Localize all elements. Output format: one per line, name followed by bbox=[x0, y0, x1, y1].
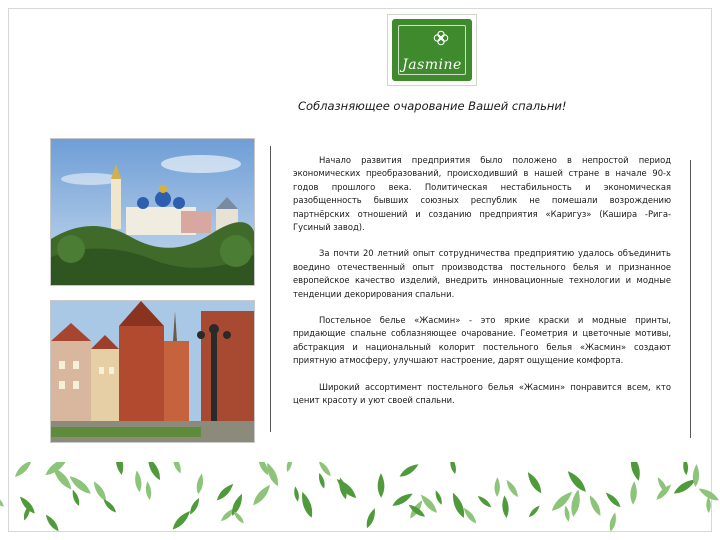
leaf-shape bbox=[0, 492, 6, 509]
paragraph-history: Начало развития предприятия было положено в непростой период экономических преобразований, происходивший в нашей стране в начале 90-х годов прошлого века. Политическая нестабильность и экономическая разобщенность бывших союзных республик не помешали возрождению партнёрских отношений и созданию предприятия «Каригуз» (Кашира -Рига-Гусиный завод). bbox=[293, 155, 671, 233]
leaf-shape bbox=[450, 491, 468, 519]
leaf-shape bbox=[434, 489, 444, 505]
leaf-shape bbox=[364, 507, 377, 529]
old-town-photo bbox=[50, 300, 255, 443]
leaf-shape bbox=[692, 464, 699, 487]
logo-text: Jasmine bbox=[402, 57, 462, 73]
leaf-shape bbox=[293, 486, 300, 502]
leaf-shape bbox=[501, 495, 509, 518]
leaf-shape bbox=[215, 482, 236, 503]
divider-left bbox=[270, 146, 271, 432]
divider-right bbox=[690, 160, 691, 438]
leaf-shape bbox=[67, 473, 93, 496]
paragraph-design: Постельное белье «Жасмин» - это яркие краски и модные принты, придающие спальне соблазняющее очарование. Геометрия и цветочные мотивы, абстракция и национальный колорит постельного белья «Жасмин» создают приятную атмосферу, улучшают настроение, дарят ощущение комфорта. bbox=[293, 315, 671, 366]
leaf-shape bbox=[378, 473, 385, 498]
leaf-shape bbox=[232, 510, 245, 525]
leaf-shape bbox=[114, 462, 125, 476]
leaf-shape bbox=[145, 462, 163, 482]
leaf-shape bbox=[171, 462, 183, 474]
leaf-shape bbox=[13, 462, 34, 479]
leaf-shape bbox=[195, 473, 204, 495]
leaf-shape bbox=[134, 470, 143, 493]
leaf-shape bbox=[563, 505, 570, 522]
leaf-shape bbox=[628, 462, 642, 482]
leaf-shape bbox=[334, 476, 359, 500]
leaf-shape bbox=[604, 491, 623, 509]
page-tagline: Соблазняющее очарование Вашей спальни! bbox=[298, 99, 567, 113]
paragraph-experience: За почти 20 летний опыт сотрудничества предприятию удалось объединить воедино отечественный опыт производства постельного белья и признанное европейское качество изделий, внедрить инновационные технологии и модные тенденции декорирования спальни. bbox=[293, 248, 671, 299]
leaf-shape bbox=[449, 462, 458, 475]
leaf-shape bbox=[44, 513, 61, 533]
leaf-shape bbox=[170, 509, 192, 532]
leaf-shape bbox=[250, 483, 273, 508]
leaf-shape bbox=[188, 497, 202, 516]
leaf-shape bbox=[462, 506, 479, 525]
leaf-shape bbox=[565, 469, 589, 495]
paragraph-assortment: Широкий ассортимент постельного белья «Жасмин» понравится всем, кто ценит красоту и уют своей спальни. bbox=[293, 381, 671, 406]
leaf-shape bbox=[504, 478, 520, 498]
leaf-shape bbox=[299, 490, 315, 519]
leaf-shape bbox=[630, 481, 638, 505]
leaf-shape bbox=[145, 481, 153, 500]
leaf-shape bbox=[398, 462, 420, 479]
leaf-shape bbox=[549, 489, 574, 514]
monastery-photo bbox=[50, 138, 255, 286]
leaf-shape bbox=[683, 462, 689, 475]
leaf-shape bbox=[476, 494, 492, 509]
leaf-shape bbox=[525, 470, 544, 495]
jasmine-logo bbox=[387, 14, 477, 86]
leaf-shape bbox=[71, 489, 82, 507]
leaf-shape bbox=[608, 512, 618, 533]
leaf-border-decoration bbox=[0, 462, 720, 540]
leaf-shape bbox=[527, 504, 541, 519]
flower-icon bbox=[432, 29, 450, 47]
leaf-shape bbox=[102, 497, 118, 514]
company-description bbox=[293, 154, 671, 421]
leaf-shape bbox=[317, 472, 326, 489]
leaf-shape bbox=[494, 477, 500, 497]
leaf-shape bbox=[91, 480, 109, 503]
leaf-shape bbox=[587, 494, 603, 517]
leaf-shape bbox=[285, 462, 294, 473]
